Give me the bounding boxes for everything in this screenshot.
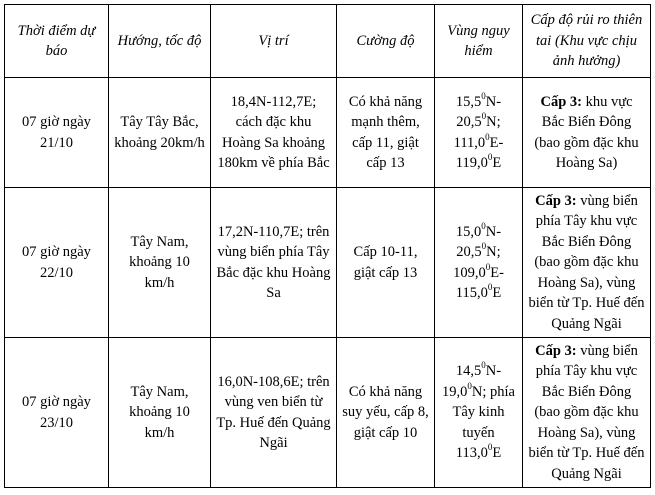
east-mark: E [492, 445, 502, 462]
cell-position: 16,0N-108,6E; trên vùng ven biển từ Tp. Huế đến Quảng Ngãi [211, 338, 337, 488]
degree-sign: 0 [485, 261, 491, 272]
cell-intensity: Có khả năng suy yếu, cấp 8, giật cấp 10 [337, 338, 435, 488]
table-row [5, 188, 651, 338]
north-mark: N [486, 244, 497, 260]
cell-danger-zone: 15,5$^0$N- 20,5$^0$N; 111,0$^0$E- 119,0$^0$E [435, 78, 523, 188]
cell-risk-level [523, 78, 651, 188]
cell-forecast-time: 07 giờ ngày 22/10 [5, 188, 109, 338]
danger-lon: 113,0 [455, 445, 488, 462]
forecast-table-container [4, 4, 651, 488]
header-risk-level: Cấp độ rủi ro thiên tai (Khu vực chịu ảnh hưởng) [523, 5, 651, 78]
table-row [5, 338, 651, 488]
cell-forecast-time: 07 giờ ngày 21/10 [5, 78, 109, 188]
danger-lon-text: phía Tây kinh tuyến [452, 383, 515, 441]
cell-risk-level [523, 188, 651, 338]
cell-danger-zone: 15,0$^0$N- 20,5$^0$N; 109,0$^0$E- 115,0$^0$E [435, 188, 523, 338]
cell-risk-level [523, 338, 651, 488]
degree-sign: 0 [487, 282, 493, 293]
danger-lat-1: 15,0 [455, 223, 482, 240]
risk-area: vùng biển phía Tây khu vực Bắc Biển Đông (bao gồm đặc khu Hoàng Sa), vùng biển từ Tp. Huế đến Quảng Ngãi [528, 192, 645, 332]
danger-lat-2: 20,5 [456, 114, 482, 130]
degree-sign: 0 [485, 131, 490, 142]
cell-position: 18,4N-112,7E; cách đặc khu Hoàng Sa khoảng 180km về phía Bắc [211, 78, 337, 188]
storm-forecast-table [4, 4, 651, 488]
danger-lon-2: 115,0 [455, 285, 488, 301]
degree-sign: 0 [481, 90, 486, 101]
risk-area: vùng biển phía Tây khu vực Bắc Biển Đông (bao gồm đặc khu Hoàng Sa), vùng biển từ Tp. Huế đến Quảng Ngãi [528, 342, 645, 482]
cell-direction-speed: Tây Nam, khoảng 10 km/h [109, 188, 211, 338]
header-position: Vị trí [211, 5, 337, 78]
header-direction-speed: Hướng, tốc độ [109, 5, 211, 78]
header-danger-zone: Vùng nguy hiểm [435, 5, 523, 78]
degree-sign: 0 [467, 380, 472, 391]
danger-lat-2: 20,5 [456, 244, 482, 260]
degree-sign: 0 [481, 241, 487, 252]
cell-danger-zone: 14,5$^0$N- 19,0$^0$N; phía Tây kinh tuyến 113,0$^0$E [435, 338, 523, 488]
risk-level-label: Cấp 3: [535, 192, 577, 209]
cell-direction-speed: Tây Nam, khoảng 10 km/h [109, 338, 211, 488]
north-mark: N [485, 363, 497, 380]
danger-lon-2: 119,0 [455, 155, 488, 171]
risk-area: khu vực Bắc Biển Đông (bao gồm đặc khu Hoàng Sa) [534, 93, 639, 171]
cell-position: 17,2N-110,7E; trên vùng biển phía Tây Bắc đặc khu Hoàng Sa [211, 188, 337, 338]
header-forecast-time: Thời điểm dự báo [5, 5, 109, 78]
east-mark: E [489, 134, 499, 151]
degree-sign: 0 [487, 152, 493, 163]
danger-lat-1: 14,5 [455, 363, 482, 380]
degree-sign: 0 [487, 442, 493, 453]
cell-forecast-time: 07 giờ ngày 23/10 [5, 338, 109, 488]
north-mark: N [471, 383, 483, 400]
danger-lat-1: 15,5 [455, 93, 482, 110]
north-mark: N [485, 93, 497, 110]
degree-sign: 0 [481, 220, 486, 231]
cell-intensity: Có khả năng mạnh thêm, cấp 11, giật cấp 13 [337, 78, 435, 188]
header-row [5, 5, 651, 78]
danger-lon-1: 111,0 [453, 134, 486, 151]
east-mark: E [492, 285, 502, 301]
east-mark: E [490, 264, 500, 281]
risk-level-label: Cấp 3: [535, 342, 577, 359]
risk-level-label: Cấp 3: [540, 93, 582, 110]
cell-direction-speed: Tây Tây Bắc, khoảng 20km/h [109, 78, 211, 188]
east-mark: E [492, 155, 502, 171]
danger-lat-2: 19,0 [442, 383, 468, 400]
header-intensity: Cường độ [337, 5, 435, 78]
north-mark: N [485, 223, 497, 240]
table-row [5, 78, 651, 188]
north-mark: N [486, 114, 497, 130]
degree-sign: 0 [481, 360, 486, 371]
cell-intensity: Cấp 10-11, giật cấp 13 [337, 188, 435, 338]
degree-sign: 0 [481, 111, 487, 122]
danger-lon-1: 109,0 [453, 264, 486, 281]
